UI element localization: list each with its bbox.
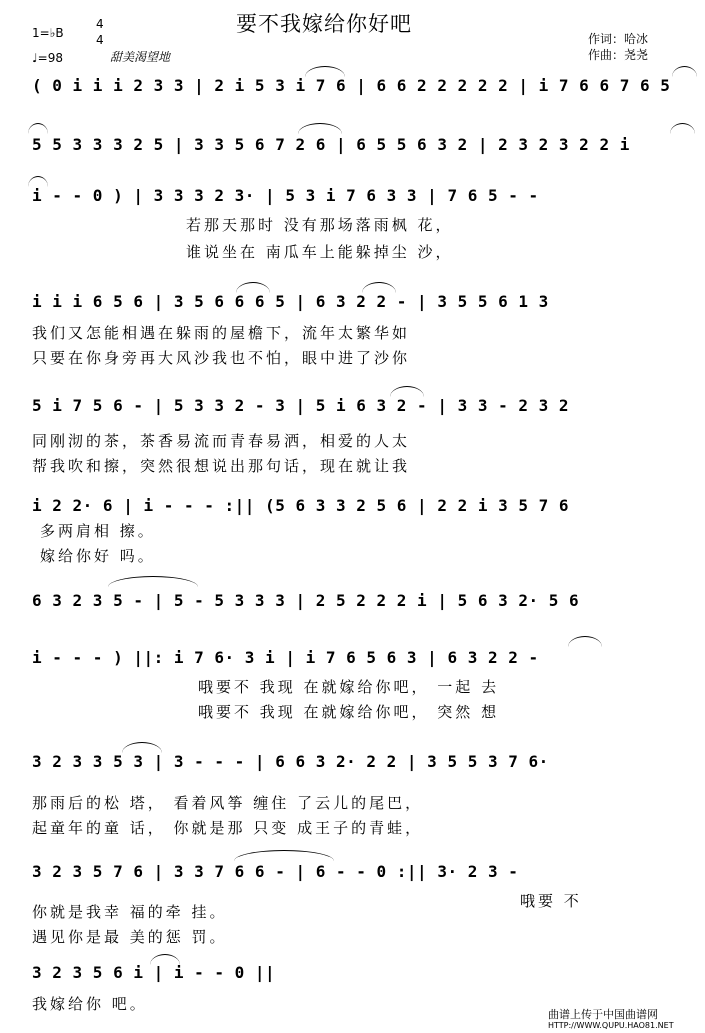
slur <box>234 850 334 861</box>
slur <box>362 282 396 293</box>
lyricist-credit: 作词：哈冰 <box>588 32 649 46</box>
score-row-11: 3 2 3 5 6 i | i - - 0 || <box>32 963 276 982</box>
lyrics-row-5-verse-2: 帮我吹和擦，突然很想说出那句话，现在就让我 <box>32 457 411 475</box>
score-row-10: 3 2 3 5 7 6 | 3 3 7 6 6 - | 6 - - 0 :|| 3· 2 3 - <box>32 862 519 881</box>
key-signature: 1=♭B <box>32 26 64 40</box>
time-sig-top: 4 <box>96 17 104 31</box>
tempo-marking: ♩=98 <box>32 51 63 65</box>
lyrics-row-6-verse-2: 嫁给你好 吗。 <box>40 547 156 565</box>
score-row-3: i - - 0 ) | 3 3 3 2 3· | 5 3 i 7 6 3 3 | 7 6 5 - - <box>32 186 539 205</box>
time-sig-bottom: 4 <box>96 33 104 47</box>
footer-site-name: 曲谱上传于中国曲谱网 <box>548 1008 658 1021</box>
slur <box>305 66 345 77</box>
score-row-7: 6 3 2 3 5 - | 5 - 5 3 3 3 | 2 5 2 2 2 i | 5 6 3 2· 5 6 <box>32 591 580 610</box>
slur <box>236 282 270 293</box>
slur <box>670 123 695 134</box>
lyrics-row-3-verse-1: 若那天那时 没有那场落雨枫 花， <box>186 216 454 234</box>
slur <box>298 123 342 134</box>
slur <box>28 176 48 187</box>
lyrics-row-4-verse-1: 我们又怎能相遇在躲雨的屋檐下，流年太繁华如 <box>32 324 411 342</box>
score-row-9: 3 2 3 3 5 3 | 3 - - - | 6 6 3 2· 2 2 | 3 5 5 3 7 6· <box>32 752 549 771</box>
score-row-8: i - - - ) ||: i 7 6· 3 i | i 7 6 5 6 3 | 6 3 2 2 - <box>32 648 539 667</box>
score-row-4: i i i 6 5 6 | 3 5 6 6 6 5 | 6 3 2 2 - | 3 5 5 6 1 3 <box>32 292 549 311</box>
slur <box>108 576 198 587</box>
expression-marking: 甜美渴望地 <box>110 50 171 64</box>
score-row-5: 5 i 7 5 6 - | 5 3 3 2 - 3 | 5 i 6 3 2 - | 3 3 - 2 3 2 <box>32 396 570 415</box>
lyrics-row-4-verse-2: 只要在你身旁再大风沙我也不怕，眼中进了沙你 <box>32 349 411 367</box>
slur <box>122 742 162 753</box>
lyrics-row-9-verse-2: 起童年的童 话， 你就是那 只变 成王子的青蛙， <box>32 819 424 837</box>
slur <box>672 66 697 77</box>
score-row-2: 5 5 3 3 3 2 5 | 3 3 5 6 7 2 6 | 6 5 5 6 3 2 | 2 3 2 3 2 2 i <box>32 135 630 154</box>
lyrics-row-6-verse-1: 多两肩相 擦。 <box>40 522 156 540</box>
slur <box>150 954 180 965</box>
lyrics-row-11-verse-1: 我嫁给你 吧。 <box>32 995 148 1013</box>
lyrics-row-9-verse-1: 那雨后的松 塔， 看着风筝 缠住 了云儿的尾巴， <box>32 794 424 812</box>
slur <box>568 636 602 647</box>
lyrics-row-8-verse-2: 哦要不 我现 在就嫁给你吧， 突然 想 <box>198 703 500 721</box>
page-title: 要不我嫁给你好吧 <box>236 12 412 36</box>
lyrics-row-10-verse-3: 哦要 不 <box>520 892 582 910</box>
slur <box>390 386 424 397</box>
lyrics-row-5-verse-1: 同刚沏的茶，茶香易流而青春易洒，相爱的人太 <box>32 432 411 450</box>
lyrics-row-8-verse-1: 哦要不 我现 在就嫁给你吧， 一起 去 <box>198 678 500 696</box>
lyrics-row-3-verse-2: 谁说坐在 南瓜车上能躲掉尘 沙， <box>186 243 454 261</box>
composer-credit: 作曲：尧尧 <box>588 48 649 62</box>
score-row-1: ( 0 i i i 2 3 3 | 2 i 5 3 i 7 6 | 6 6 2 2 2 2 2 | i 7 6 6 7 6 5 <box>32 76 671 95</box>
slur <box>28 123 48 134</box>
lyrics-row-10-verse-1: 你就是我幸 福的牵 挂。 <box>32 903 228 921</box>
footer-site-url: HTTP://WWW.QUPU.HAO81.NET <box>548 1021 674 1030</box>
score-row-6: i 2 2· 6 | i - - - :|| (5 6 3 3 2 5 6 | 2 2 i 3 5 7 6 <box>32 496 570 515</box>
lyrics-row-10-verse-2: 遇见你是最 美的惩 罚。 <box>32 928 228 946</box>
